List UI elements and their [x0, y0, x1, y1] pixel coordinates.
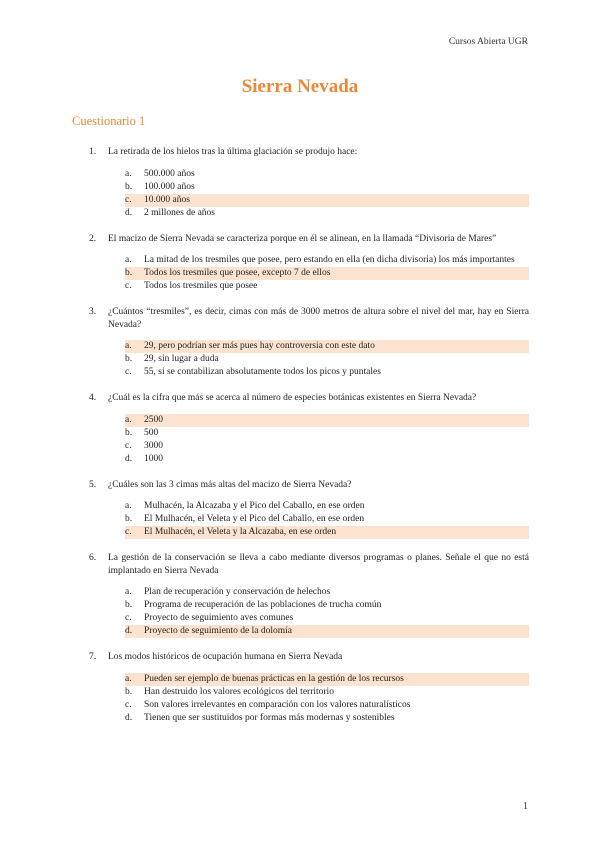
option-letter: c. [125, 699, 132, 710]
option-letter: a. [125, 341, 132, 351]
option-text: Mulhacén, la Alcazaba y el Pico del Caballo, en ese orden [144, 501, 365, 511]
question-3 [89, 306, 529, 379]
answer-option-highlighted [125, 673, 529, 686]
question-row [89, 306, 529, 331]
question-row [89, 651, 529, 664]
question-number: 6. [89, 553, 97, 563]
answer-option [125, 168, 529, 181]
option-text: 500.000 años [144, 168, 195, 179]
answer-option [125, 686, 529, 699]
answer-options [125, 500, 529, 539]
answer-options [125, 254, 529, 293]
option-text: La mitad de los tresmiles que posee, pero estando en ella (en dicha divisoria) los más importantes [144, 255, 515, 265]
section-heading: Cuestionario 1 [72, 114, 146, 128]
option-letter: b. [125, 686, 133, 697]
option-text: Han destruido los valores ecológicos del territorio [144, 686, 334, 697]
option-text: Todos los tresmiles que posee, excepto 7 de ellos [144, 268, 331, 278]
answer-option [125, 513, 529, 526]
answer-option [125, 612, 529, 625]
answer-option-highlighted [125, 526, 529, 539]
question-list [89, 146, 529, 725]
page-title: Sierra Nevada [241, 76, 359, 97]
question-spacer [89, 379, 529, 392]
option-text: 10.000 años [144, 194, 190, 205]
option-text: El Mulhacén, el Veleta y la Alcazaba, en ese orden [144, 527, 337, 537]
option-letter: b. [125, 514, 133, 524]
question-6 [89, 552, 529, 638]
question-spacer [89, 293, 529, 306]
answer-option-highlighted [125, 625, 529, 638]
question-spacer [89, 638, 529, 651]
question-text: La gestión de la conservación se lleva a cabo mediante diversos programas o planes. Señale el que no está implantado en Sierra Nevada [108, 553, 529, 576]
answer-option [125, 440, 529, 453]
option-letter: a. [125, 255, 132, 265]
question-number: 1. [89, 147, 97, 157]
option-letter: a. [125, 414, 132, 425]
question-2 [89, 233, 529, 294]
question-row [89, 146, 529, 159]
question-spacer [89, 466, 529, 479]
answer-option [125, 699, 529, 712]
answer-options [125, 414, 529, 466]
option-text: Plan de recuperación y conservación de helechos [144, 587, 331, 597]
answer-option [125, 254, 529, 267]
option-letter: c. [125, 367, 132, 377]
option-text: Tienen que ser sustituidos por formas más modernas y sostenibles [144, 712, 395, 723]
option-text: Programa de recuperación de las poblaciones de trucha común [144, 600, 382, 610]
option-letter: c. [125, 194, 132, 205]
question-spacer [89, 539, 529, 552]
question-text: ¿Cuántos “tresmiles”, es decir, cimas con más de 3000 metros de altura sobre el nivel del mar, hay en Sierra Nevada? [108, 307, 529, 330]
option-letter: b. [125, 268, 133, 278]
option-letter: c. [125, 440, 132, 451]
option-text: 100.000 años [144, 181, 195, 192]
question-text: ¿Cuáles son las 3 cimas más altas del macizo de Sierra Nevada? [108, 479, 352, 490]
answer-option-highlighted [125, 194, 529, 207]
option-text: Proyecto de seguimiento aves comunes [144, 613, 294, 623]
answer-option [125, 599, 529, 612]
option-letter: b. [125, 600, 133, 610]
answer-options [125, 673, 529, 725]
option-text: 500 [144, 427, 159, 438]
answer-option [125, 366, 529, 379]
answer-option-highlighted [125, 414, 529, 427]
page-number: 1 [523, 801, 528, 812]
answer-options [125, 168, 529, 220]
option-text: Proyecto de seguimiento de la dolomía [144, 626, 293, 636]
answer-option [125, 280, 529, 293]
option-letter: d. [125, 712, 133, 723]
option-text: El Mulhacén, el Veleta y el Pico del Caballo, en ese orden [144, 514, 365, 524]
answer-option [125, 500, 529, 513]
option-letter: d. [125, 207, 133, 218]
question-5 [89, 479, 529, 540]
option-letter: d. [125, 453, 133, 464]
question-text: ¿Cuál es la cifra que más se acerca al número de especies botánicas existentes en Sierra Nevada? [108, 393, 477, 403]
question-row [89, 233, 529, 246]
question-1 [89, 146, 529, 220]
question-number: 2. [89, 233, 97, 244]
question-row [89, 552, 529, 577]
question-text: El macizo de Sierra Nevada se caracteriza porque en él se alinean, en la llamada “Divisoria de Mares” [108, 233, 497, 244]
answer-option-highlighted [125, 267, 529, 280]
question-text: Los modos históricos de ocupación humana en Sierra Nevada [108, 652, 343, 662]
question-row [89, 479, 529, 492]
question-number: 4. [89, 393, 97, 403]
answer-option [125, 712, 529, 725]
option-text: 55, si se contabilizan absolutamente todos los picos y puntales [144, 367, 381, 377]
answer-option [125, 586, 529, 599]
option-letter: a. [125, 168, 132, 179]
question-number: 7. [89, 652, 97, 662]
question-7 [89, 651, 529, 725]
answer-options [125, 586, 529, 638]
option-letter: d. [125, 626, 133, 636]
answer-option [125, 427, 529, 440]
option-text: Pueden ser ejemplo de buenas prácticas en la gestión de los recursos [144, 673, 404, 684]
option-letter: b. [125, 354, 133, 364]
option-letter: a. [125, 501, 132, 511]
option-letter: c. [125, 281, 132, 291]
option-text: Todos los tresmiles que posee [144, 281, 258, 291]
header-course-name: Cursos Abierta UGR [448, 37, 528, 47]
option-letter: b. [125, 427, 133, 438]
option-text: 1000 [144, 453, 163, 464]
option-text: 29, pero podrían ser más pues hay controversia con este dato [144, 341, 375, 351]
option-text: 29, sin lugar a duda [144, 354, 219, 364]
question-spacer [89, 220, 529, 233]
option-letter: b. [125, 181, 133, 192]
option-letter: a. [125, 587, 132, 597]
option-text: 3000 [144, 440, 163, 451]
option-letter: c. [125, 527, 132, 537]
option-text: 2500 [144, 414, 163, 425]
option-text: 2 millones de años [144, 207, 215, 218]
question-number: 5. [89, 479, 97, 490]
answer-option [125, 353, 529, 366]
question-text: La retirada de los hielos tras la última glaciación se produjo hace: [108, 147, 358, 157]
option-text: Son valores irrelevantes en comparación con los valores naturalísticos [144, 699, 411, 710]
question-number: 3. [89, 307, 97, 317]
option-letter: c. [125, 613, 132, 623]
answer-option [125, 453, 529, 466]
question-row [89, 392, 529, 405]
answer-option [125, 181, 529, 194]
option-letter: a. [125, 673, 132, 684]
answer-option-highlighted [125, 340, 529, 353]
answer-options [125, 340, 529, 379]
question-4 [89, 392, 529, 466]
answer-option [125, 207, 529, 220]
